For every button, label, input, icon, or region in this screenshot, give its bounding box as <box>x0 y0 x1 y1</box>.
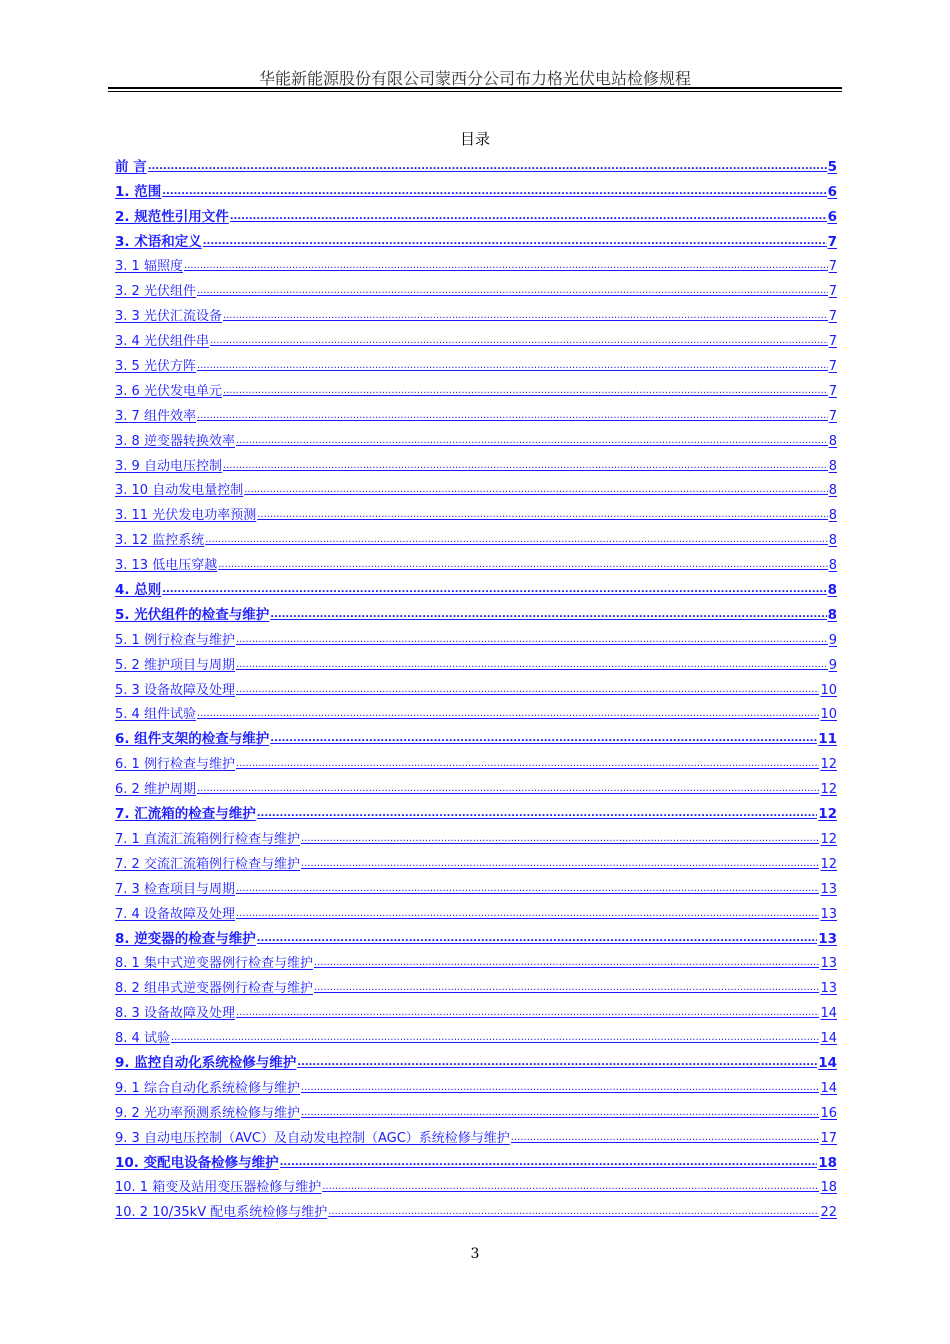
toc-entry-link[interactable] <box>115 772 837 797</box>
toc-dot-leader <box>314 958 820 971</box>
toc-dot-leader <box>236 884 820 897</box>
toc-dot-leader <box>223 386 828 399</box>
toc-entry-link[interactable] <box>115 1146 837 1171</box>
toc-entry-page: 11 <box>818 731 837 748</box>
toc-entry-page: 8 <box>827 582 837 599</box>
toc-entry-label: 3. 4 光伏组件串 <box>115 334 209 350</box>
toc-entry-label: 10. 2 10/35kV 配电系统检修与维护 <box>115 1205 328 1221</box>
toc-dot-leader <box>236 909 820 922</box>
toc-entry-page: 10 <box>820 682 837 698</box>
page-header-title: 华能新能源股份有限公司蒙西分公司布力格光伏电站检修规程 <box>258 69 691 88</box>
toc-entry-label: 7. 汇流箱的检查与维护 <box>115 806 256 823</box>
toc-entry-label: 9. 3 自动电压控制（AVC）及自动发电控制（AGC）系统检修与维护 <box>115 1130 510 1146</box>
toc-dot-leader <box>301 1108 820 1121</box>
toc-entry-page: 14 <box>820 1031 837 1047</box>
toc-entry-label: 3. 9 自动电压控制 <box>115 458 222 474</box>
toc-dot-leader <box>230 212 827 225</box>
toc-entry-link[interactable] <box>115 598 837 623</box>
toc-entry-label: 5. 3 设备故障及处理 <box>115 682 235 698</box>
toc-dot-leader <box>257 510 828 523</box>
toc-entry-page: 14 <box>820 1080 837 1096</box>
toc-entry-page: 13 <box>818 930 837 947</box>
toc-entry-label: 4. 总则 <box>115 582 162 599</box>
toc-entry-label: 8. 4 试验 <box>115 1031 170 1047</box>
toc-entry-link[interactable] <box>115 922 837 947</box>
toc-entry-page: 12 <box>820 856 837 872</box>
toc-entry-page: 13 <box>820 881 837 897</box>
toc-entry-link[interactable] <box>115 698 837 723</box>
toc-entry-page: 22 <box>820 1205 837 1221</box>
toc-entry-link[interactable] <box>115 722 837 747</box>
toc-entry-label: 前 言 <box>115 158 147 175</box>
toc-entry-label: 7. 1 直流汇流箱例行检查与维护 <box>115 831 300 847</box>
toc-entry-label: 8. 逆变器的检查与维护 <box>115 930 256 947</box>
toc-entry-label: 6. 组件支架的检查与维护 <box>115 731 270 748</box>
header-rule <box>108 87 842 92</box>
toc-entry-label: 3. 11 光伏发电功率预测 <box>115 508 257 524</box>
toc-entry-page: 18 <box>820 1180 837 1196</box>
toc-entry-label: 5. 2 维护项目与周期 <box>115 657 235 673</box>
toc-entry-page: 13 <box>820 906 837 922</box>
toc-dot-leader <box>257 809 817 822</box>
toc-entry-label: 3. 7 组件效率 <box>115 408 196 424</box>
toc-dot-leader <box>301 834 820 847</box>
toc-entry-page: 14 <box>820 1006 837 1022</box>
toc-entry-label: 3. 3 光伏汇流设备 <box>115 309 222 325</box>
toc-entry-link[interactable] <box>115 374 837 399</box>
toc-entry-page: 12 <box>820 831 837 847</box>
toc-entry-link[interactable] <box>115 449 837 474</box>
toc-entry-page: 7 <box>828 259 837 275</box>
toc-entry-link[interactable] <box>115 822 837 847</box>
toc-entry-link[interactable] <box>115 747 837 772</box>
toc-dot-leader <box>162 187 826 200</box>
toc-dot-leader <box>162 585 826 598</box>
toc-entry-link[interactable] <box>115 523 837 548</box>
toc-entry-label: 5. 光伏组件的检查与维护 <box>115 606 270 623</box>
toc-entry-label: 3. 5 光伏方阵 <box>115 359 196 375</box>
toc-dot-leader <box>301 1083 820 1096</box>
toc-entry-label: 7. 2 交流汇流箱例行检查与维护 <box>115 856 300 872</box>
toc-dot-leader <box>236 759 820 772</box>
toc-entry-link[interactable] <box>115 623 837 648</box>
toc-dot-leader <box>236 685 820 698</box>
toc-entry-link[interactable] <box>115 150 837 175</box>
toc-entry-page: 8 <box>828 533 837 549</box>
toc-entry-page: 18 <box>818 1154 837 1171</box>
toc-entry-label: 3. 6 光伏发电单元 <box>115 383 222 399</box>
toc-entry-page: 6 <box>827 183 837 200</box>
toc-dot-leader <box>205 535 828 548</box>
toc-entry-link[interactable] <box>115 200 837 225</box>
toc-entry-page: 16 <box>820 1105 837 1121</box>
toc-entry-link[interactable] <box>115 648 837 673</box>
toc-entry-link[interactable] <box>115 1021 837 1046</box>
toc-entry-link[interactable] <box>115 947 837 972</box>
toc-entry-link[interactable] <box>115 498 837 523</box>
toc-entry-link[interactable] <box>115 175 837 200</box>
toc-dot-leader <box>197 709 820 722</box>
toc-entry-page: 8 <box>828 508 837 524</box>
toc-dot-leader <box>184 261 828 274</box>
toc-entry-label: 8. 2 组串式逆变器例行检查与维护 <box>115 981 313 997</box>
toc-dot-leader <box>197 361 828 374</box>
toc-entry-link[interactable] <box>115 573 837 598</box>
toc-entry-page: 7 <box>828 383 837 399</box>
toc-entry-label: 6. 1 例行检查与维护 <box>115 757 235 773</box>
toc-dot-leader <box>210 336 828 349</box>
toc-entry-label: 3. 术语和定义 <box>115 233 202 250</box>
toc-entry-link[interactable] <box>115 897 837 922</box>
toc-entry-page: 6 <box>827 208 837 225</box>
toc-dot-leader <box>203 237 827 250</box>
toc-entry-page: 10 <box>820 707 837 723</box>
toc-entry-link[interactable] <box>115 225 837 250</box>
toc-entry-label: 7. 3 检查项目与周期 <box>115 881 235 897</box>
toc-entry-label: 3. 8 逆变器转换效率 <box>115 433 235 449</box>
toc-entry-page: 7 <box>827 233 837 250</box>
toc-entry-label: 3. 1 辐照度 <box>115 259 183 275</box>
toc-entry-link[interactable] <box>115 797 837 822</box>
table-of-contents <box>115 150 837 1220</box>
toc-entry-link[interactable] <box>115 299 837 324</box>
toc-entry-page: 13 <box>820 981 837 997</box>
toc-entry-link[interactable] <box>115 1071 837 1096</box>
toc-entry-page: 8 <box>828 433 837 449</box>
toc-entry-label: 8. 1 集中式逆变器例行检查与维护 <box>115 956 313 972</box>
toc-entry-link[interactable] <box>115 872 837 897</box>
toc-dot-leader <box>171 1033 820 1046</box>
toc-dot-leader <box>236 436 828 449</box>
toc-entry-page: 8 <box>828 558 837 574</box>
toc-entry-link[interactable] <box>115 996 837 1021</box>
toc-dot-leader <box>257 934 817 947</box>
toc-entry-link[interactable] <box>115 1171 837 1196</box>
toc-entry-label: 3. 2 光伏组件 <box>115 284 196 300</box>
toc-entry-label: 9. 监控自动化系统检修与维护 <box>115 1054 297 1071</box>
toc-dot-leader <box>511 1133 820 1146</box>
toc-entry-page: 17 <box>820 1130 837 1146</box>
toc-entry-page: 13 <box>820 956 837 972</box>
toc-dot-leader <box>197 784 820 797</box>
toc-dot-leader <box>301 859 820 872</box>
toc-entry-label: 7. 4 设备故障及处理 <box>115 906 235 922</box>
toc-dot-leader <box>236 1008 820 1021</box>
toc-dot-leader <box>197 286 828 299</box>
toc-entry-link[interactable] <box>115 673 837 698</box>
toc-dot-leader <box>314 983 820 996</box>
toc-entry-label: 5. 4 组件试验 <box>115 707 196 723</box>
toc-entry-page: 9 <box>828 632 837 648</box>
toc-entry-link[interactable] <box>115 349 837 374</box>
toc-entry-page: 14 <box>818 1054 837 1071</box>
toc-entry-link[interactable] <box>115 474 837 499</box>
toc-entry-label: 9. 1 综合自动化系统检修与维护 <box>115 1080 300 1096</box>
toc-entry-page: 12 <box>820 782 837 798</box>
toc-dot-leader <box>236 635 828 648</box>
toc-dot-leader <box>218 560 828 573</box>
toc-dot-leader <box>223 311 828 324</box>
toc-entry-page: 7 <box>828 284 837 300</box>
toc-dot-leader <box>297 1058 817 1071</box>
toc-dot-leader <box>322 1182 819 1195</box>
toc-dot-leader <box>328 1207 819 1220</box>
toc-entry-link[interactable] <box>115 250 837 275</box>
toc-entry-link[interactable] <box>115 847 837 872</box>
toc-dot-leader <box>223 461 828 474</box>
toc-entry-label: 3. 12 监控系统 <box>115 533 205 549</box>
toc-entry-label: 6. 2 维护周期 <box>115 782 196 798</box>
toc-entry-link[interactable] <box>115 424 837 449</box>
toc-dot-leader <box>270 734 817 747</box>
toc-dot-leader <box>270 610 826 623</box>
toc-entry-link[interactable] <box>115 971 837 996</box>
toc-entry-link[interactable] <box>115 548 837 573</box>
toc-entry-page: 8 <box>828 483 837 499</box>
toc-entry-link[interactable] <box>115 1046 837 1071</box>
toc-entry-link[interactable] <box>115 399 837 424</box>
toc-dot-leader <box>148 162 827 175</box>
toc-entry-page: 7 <box>828 359 837 375</box>
toc-entry-link[interactable] <box>115 324 837 349</box>
toc-entry-link[interactable] <box>115 1096 837 1121</box>
toc-entry-page: 9 <box>828 657 837 673</box>
toc-entry-label: 9. 2 光功率预测系统检修与维护 <box>115 1105 300 1121</box>
toc-dot-leader <box>236 660 828 673</box>
toc-entry-page: 7 <box>828 408 837 424</box>
toc-entry-link[interactable] <box>115 274 837 299</box>
toc-entry-page: 8 <box>828 458 837 474</box>
toc-entry-label: 3. 10 自动发电量控制 <box>115 483 244 499</box>
toc-entry-page: 12 <box>820 757 837 773</box>
toc-entry-label: 10. 1 箱变及站用变压器检修与维护 <box>115 1180 322 1196</box>
toc-entry-link[interactable] <box>115 1121 837 1146</box>
toc-entry-label: 3. 13 低电压穿越 <box>115 558 218 574</box>
toc-entry-label: 10. 变配电设备检修与维护 <box>115 1154 279 1171</box>
toc-title: 目录 <box>459 130 490 148</box>
toc-entry-page: 5 <box>827 158 837 175</box>
toc-entry-link[interactable] <box>115 1195 837 1220</box>
toc-entry-label: 1. 范围 <box>115 183 162 200</box>
toc-entry-page: 7 <box>828 334 837 350</box>
toc-entry-label: 8. 3 设备故障及处理 <box>115 1006 235 1022</box>
toc-dot-leader <box>244 485 828 498</box>
toc-entry-label: 2. 规范性引用文件 <box>115 208 229 225</box>
toc-entry-page: 8 <box>827 606 837 623</box>
toc-entry-label: 5. 1 例行检查与维护 <box>115 632 235 648</box>
toc-dot-leader <box>280 1158 818 1171</box>
page-number: 3 <box>470 1246 480 1262</box>
toc-dot-leader <box>197 411 828 424</box>
toc-entry-page: 12 <box>818 806 837 823</box>
toc-entry-page: 7 <box>828 309 837 325</box>
